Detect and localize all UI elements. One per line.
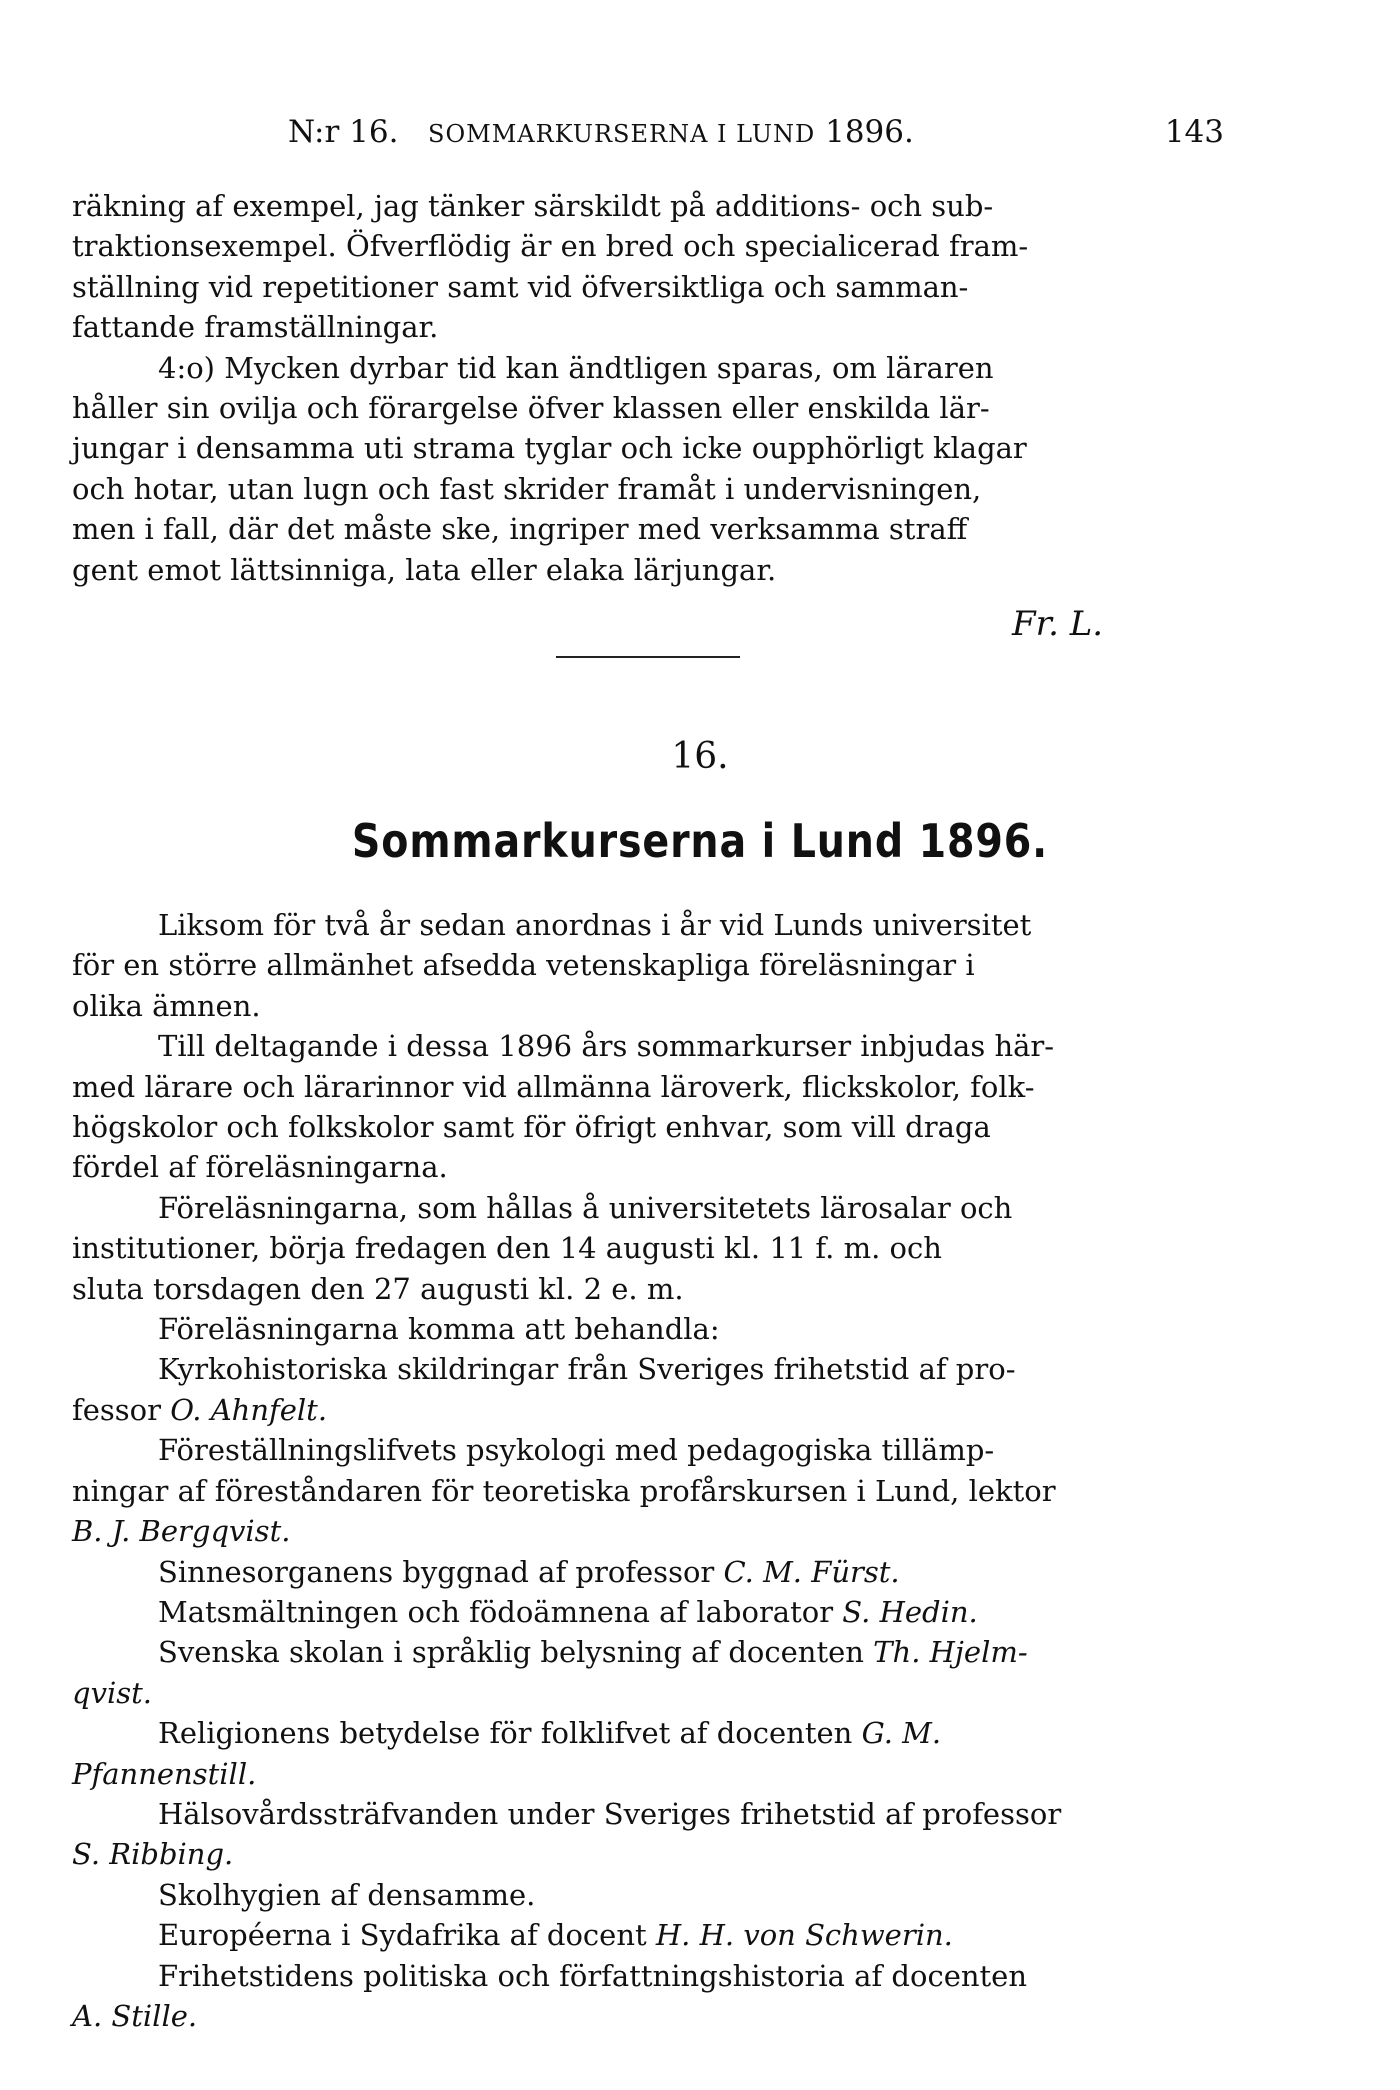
text-line: för en större allmänhet afsedda vetenskapliga föreläsningar i <box>72 948 975 983</box>
lecture-item <box>72 1552 1224 1592</box>
lecturer-name: O. Ahnfelt. <box>170 1392 328 1427</box>
text-line: Liksom för två år sedan anordnas i år vid Lunds universitet <box>158 908 1032 942</box>
lecture-text: ningar af föreståndaren för teoretiska profårskursen i Lund, lektor <box>72 1473 1056 1508</box>
page-number: 143 <box>1164 114 1224 150</box>
lecture-title: Sinnesorganens byggnad af professor <box>158 1554 724 1589</box>
lecture-text: fessor <box>72 1392 171 1427</box>
lecture-title: Matsmältningen och födoämnena af laborator <box>158 1594 843 1629</box>
lecturer-name: Th. Hjelm- <box>873 1635 1028 1670</box>
text-line: institutioner, börja fredagen den 14 augusti kl. 11 f. m. och <box>72 1231 942 1266</box>
section-number: 16. <box>671 736 729 777</box>
header-issue: N:r 16. <box>288 114 399 150</box>
author-signature: Fr. L. <box>1012 604 1104 644</box>
lecture-title: Religionens betydelse för folklifvet af docenten <box>158 1716 862 1751</box>
header-journal-title: SOMMARKURSERNA I LUND <box>428 120 816 148</box>
previous-article-text <box>72 186 1224 590</box>
running-header <box>288 108 1224 158</box>
text-line: Till deltagande i dessa 1896 års sommarkurser inbjudas här- <box>158 1029 1055 1064</box>
text-line: med lärare och lärarinnor vid allmänna läroverk, flickskolor, folk- <box>72 1069 1035 1104</box>
text-line: högskolor och folkskolor samt för öfrigt enhvar, som vill draga <box>72 1110 991 1145</box>
lecture-item <box>72 1956 1224 1996</box>
lecturer-name: S. Ribbing. <box>72 1837 234 1872</box>
text-line: traktionsexempel. Öfverflödig är en bred och specialicerad fram- <box>72 229 1029 264</box>
text-line: gent emot lättsinniga, lata eller elaka lärjungar. <box>72 552 777 587</box>
text-line: fördel af föreläsningarna. <box>72 1150 448 1185</box>
lecture-title: Föreställningslifvets psykologi med pedagogiska tillämp- <box>158 1433 995 1468</box>
lecturer-name: Pfannenstill. <box>72 1756 257 1791</box>
text-line: olika ämnen. <box>72 988 261 1023</box>
lecturer-name: C. M. Fürst. <box>723 1554 900 1589</box>
lecturer-name: S. Hedin. <box>842 1594 978 1629</box>
lecture-title: Européerna i Sydafrika af docent <box>158 1918 656 1953</box>
lecture-item-cont <box>72 1390 1224 1430</box>
text-line: håller sin ovilja och förargelse öfver klassen eller enskilda lär- <box>72 391 990 426</box>
lecture-title: Frihetstidens politiska och författningshistoria af docenten <box>158 1958 1028 1993</box>
text-line: Föreläsningarna, som hållas å universitetets lärosalar och <box>158 1190 1013 1225</box>
lecturer-name: G. M. <box>861 1716 942 1751</box>
lecture-title: Kyrkohistoriska skildringar från Sveriges frihetstid af pro- <box>158 1352 1016 1387</box>
text-line: sluta torsdagen den 27 augusti kl. 2 e. m. <box>72 1271 684 1306</box>
text-line: räkning af exempel, jag tänker särskildt på additions- och sub- <box>72 189 994 223</box>
text-line: men i fall, där det måste ske, ingriper med verksamma straff <box>72 512 968 547</box>
text-line: fattande framställningar. <box>72 310 439 345</box>
section-title: Sommarkurserna i Lund 1896. <box>351 814 1049 868</box>
lecture-item <box>72 1875 1224 1915</box>
header-title <box>288 114 914 150</box>
lecture-item <box>72 1713 1224 1753</box>
lecturer-name: A. Stille. <box>72 1998 198 2033</box>
text-line: ställning vid repetitioner samt vid öfversiktliga och samman- <box>72 269 969 304</box>
text-line: Föreläsningarna komma att behandla: <box>158 1312 720 1347</box>
header-year: 1896. <box>825 114 914 150</box>
lecture-item <box>72 1632 1224 1672</box>
lecture-item <box>72 1430 1224 1470</box>
lecture-item <box>72 1915 1224 1955</box>
text-line: och hotar, utan lugn och fast skrider framåt i undervisningen, <box>72 471 982 506</box>
text-line: jungar i densamma uti strama tyglar och icke oupphörligt klagar <box>72 431 1027 466</box>
lecturer-name: B. J. Bergqvist. <box>72 1514 291 1549</box>
article-body <box>72 905 1224 2036</box>
section-divider <box>556 656 740 658</box>
lecture-title: Skolhygien af densamme. <box>158 1877 536 1912</box>
lecture-item <box>72 1349 1224 1389</box>
lecture-item <box>72 1592 1224 1632</box>
lecturer-name: qvist. <box>72 1675 152 1710</box>
lecture-title: Svenska skolan i språklig belysning af docenten <box>158 1635 874 1670</box>
lecturer-name: H. H. von Schwerin. <box>655 1918 953 1953</box>
lecture-item <box>72 1794 1224 1834</box>
text-line: 4:o) Mycken dyrbar tid kan ändtligen sparas, om läraren <box>158 350 994 385</box>
lecture-title: Hälsovårdssträfvanden under Sveriges frihetstid af professor <box>158 1796 1062 1831</box>
